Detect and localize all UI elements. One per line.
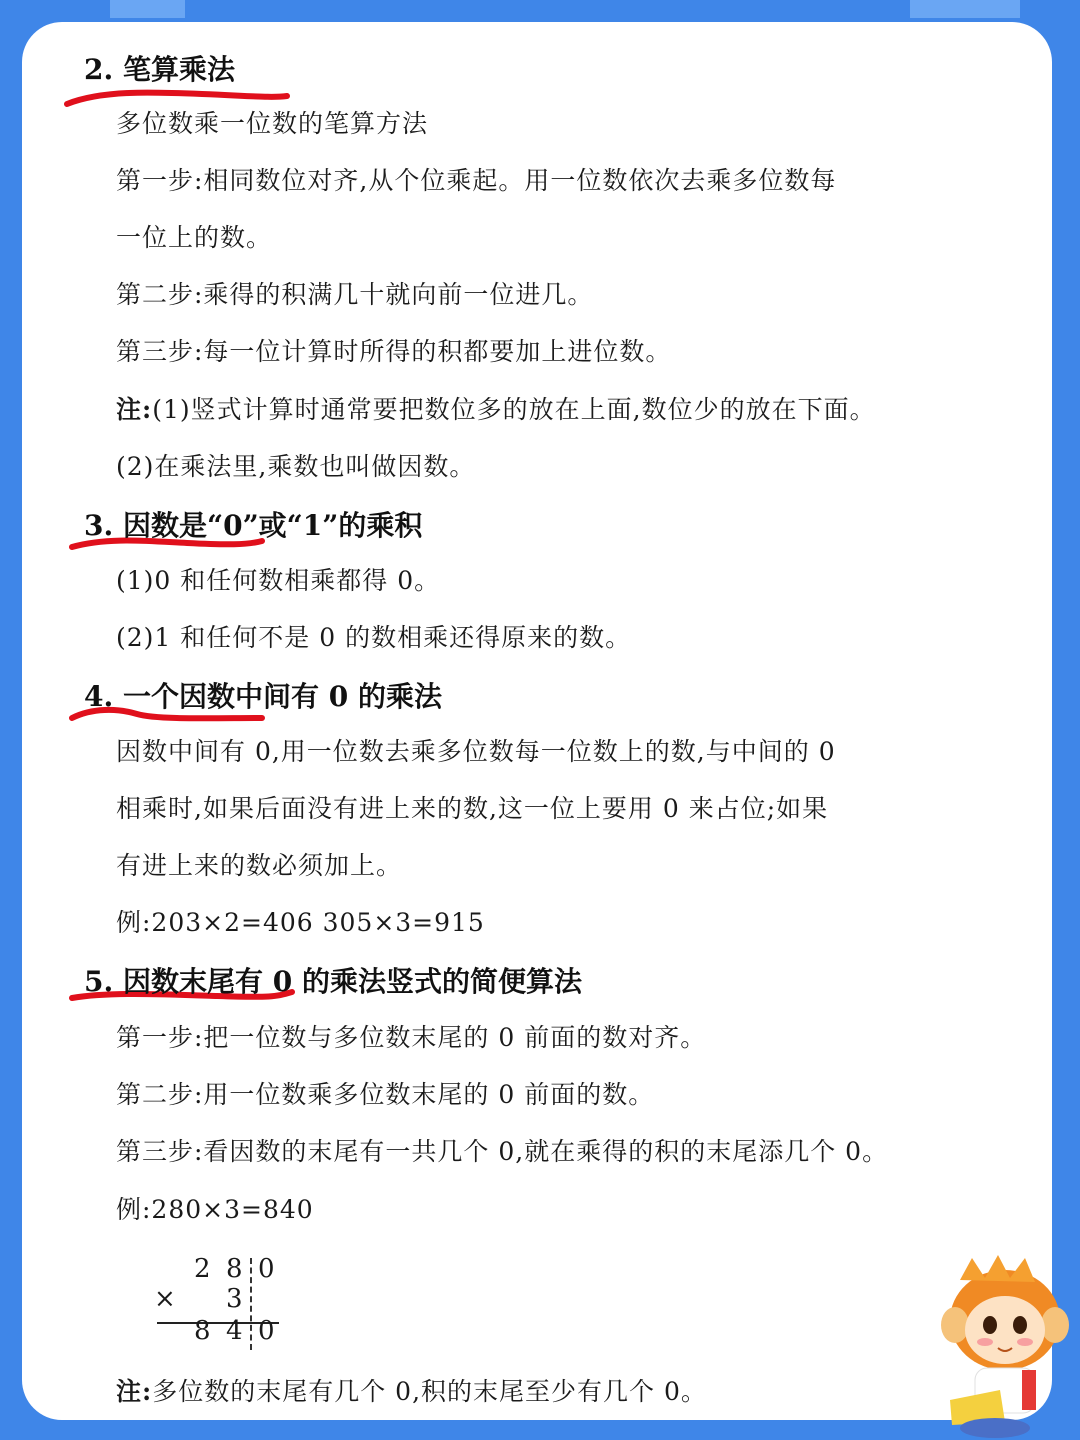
calc-digit: 3	[226, 1284, 243, 1314]
text-line: 第一步:把一位数与多位数末尾的 0 前面的数对齐。	[116, 1023, 707, 1052]
calc-digit: 2	[194, 1254, 211, 1284]
text-line: 第一步:相同数位对齐,从个位乘起。用一位数依次去乘多位数每	[116, 166, 837, 195]
text-line: 因数中间有 0,用一位数去乘多位数每一位数上的数,与中间的 0	[116, 737, 836, 766]
note-label: 注:	[116, 1377, 153, 1406]
note-line	[116, 1372, 707, 1408]
text-line: 第三步:看因数的末尾有一共几个 0,就在乘得的积的末尾添几个 0。	[116, 1137, 889, 1166]
calc-digit: 8	[194, 1316, 211, 1346]
text-line: (1)0 和任何数相乘都得 0。	[116, 566, 441, 595]
text-line: 第三步:每一位计算时所得的积都要加上进位数。	[116, 337, 672, 366]
text-line: 一位上的数。	[116, 223, 273, 252]
monkey-mascot-icon	[930, 1250, 1080, 1440]
calc-digit: 0	[258, 1254, 275, 1284]
calc-digit: 8	[226, 1254, 243, 1284]
section-heading: 2. 笔算乘法	[84, 53, 235, 86]
calc-digit: 0	[258, 1316, 275, 1346]
top-decoration-left	[110, 0, 185, 18]
section-heading: 5. 因数末尾有 0 的乘法竖式的简便算法	[84, 965, 582, 998]
content-card	[22, 22, 1052, 1420]
calc-digit: 4	[226, 1316, 243, 1346]
note-line	[116, 390, 876, 426]
section-heading: 4. 一个因数中间有 0 的乘法	[84, 680, 442, 713]
vertical-calculation	[152, 1254, 282, 1354]
example-line: 例:203×2=406 305×3=915	[116, 908, 485, 937]
text-line: 有进上来的数必须加上。	[116, 851, 403, 880]
calc-dashed-divider	[250, 1258, 252, 1350]
multiply-sign: ×	[154, 1284, 176, 1314]
example-line: 例:280×3=840	[116, 1195, 314, 1224]
text-line: (2)1 和任何不是 0 的数相乘还得原来的数。	[116, 623, 632, 652]
text-line: 相乘时,如果后面没有进上来的数,这一位上要用 0 来占位;如果	[116, 794, 829, 823]
text-line: 第二步:乘得的积满几十就向前一位进几。	[116, 280, 594, 309]
section-heading: 3. 因数是“0”或“1”的乘积	[84, 509, 423, 542]
text-line: 多位数乘一位数的笔算方法	[116, 109, 429, 138]
note-label: 注:	[116, 395, 153, 424]
text-line: 第二步:用一位数乘多位数末尾的 0 前面的数。	[116, 1080, 655, 1109]
note-text: (1)竖式计算时通常要把数位多的放在上面,数位少的放在下面。	[152, 395, 876, 424]
note-text: 多位数的末尾有几个 0,积的末尾至少有几个 0。	[152, 1377, 707, 1406]
text-line: (2)在乘法里,乘数也叫做因数。	[116, 452, 476, 481]
top-decoration-right	[910, 0, 1020, 18]
